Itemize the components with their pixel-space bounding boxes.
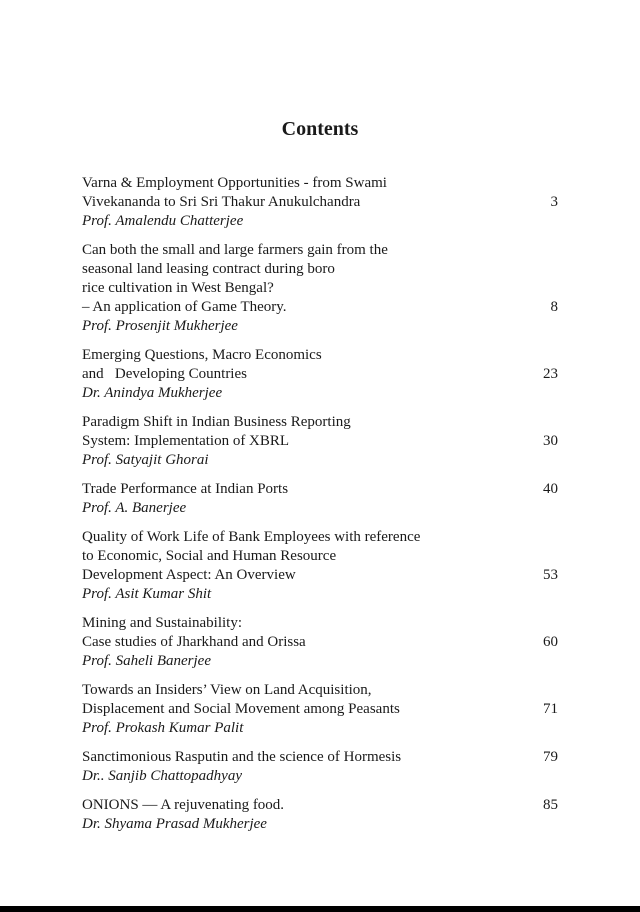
toc-entry (82, 174, 558, 231)
entry-author: Prof. A. Banerjee (82, 500, 187, 516)
entry-title-line: rice cultivation in West Bengal? (82, 280, 274, 296)
entry-page-number: 79 (543, 749, 558, 765)
entry-author: Prof. Satyajit Ghorai (82, 452, 209, 468)
entry-page-number: 30 (543, 433, 558, 449)
entry-title-line: Paradigm Shift in Indian Business Reporting (82, 414, 351, 430)
entry-author: Prof. Amalendu Chatterjee (82, 213, 244, 229)
entry-author: Prof. Asit Kumar Shit (82, 586, 212, 602)
entry-page-number: 23 (543, 366, 558, 382)
entry-title-line: seasonal land leasing contract during boro (82, 261, 335, 277)
toc-entry (82, 614, 558, 671)
page-title: Contents (281, 118, 359, 141)
toc-entry (82, 748, 558, 786)
toc-entry (82, 413, 558, 470)
entry-title-line: Quality of Work Life of Bank Employees with reference (82, 529, 421, 545)
entry-page-number: 53 (543, 567, 558, 583)
entry-title-line: Case studies of Jharkhand and Orissa (82, 634, 306, 650)
toc-entry (82, 346, 558, 403)
entry-author: Prof. Prosenjit Mukherjee (82, 318, 238, 334)
entry-title-line: – An application of Game Theory. (82, 299, 287, 315)
entry-author: Dr. Shyama Prasad Mukherjee (82, 816, 267, 832)
entry-author: Dr. Anindya Mukherjee (82, 385, 223, 401)
entry-title-line: ONIONS — A rejuvenating food. (82, 797, 285, 813)
entry-title-line: Can both the small and large farmers gain from the (82, 242, 388, 258)
entry-page-number: 3 (550, 194, 558, 210)
bottom-rule (0, 906, 640, 912)
entry-title-line: Towards an Insiders’ View on Land Acquisition, (82, 682, 372, 698)
toc-entry (82, 528, 558, 604)
entry-author: Prof. Saheli Banerjee (82, 653, 211, 669)
table-of-contents (82, 174, 558, 844)
entry-title-line: Varna & Employment Opportunities - from Swami (82, 175, 387, 191)
entry-page-number: 85 (543, 797, 558, 813)
toc-entry (82, 480, 558, 518)
entry-author: Prof. Prokash Kumar Palit (82, 720, 244, 736)
entry-page-number: 71 (543, 701, 558, 717)
entry-title-line: Sanctimonious Rasputin and the science of Hormesis (82, 749, 402, 765)
entry-title-line: Mining and Sustainability: (82, 615, 242, 631)
entry-title-line: to Economic, Social and Human Resource (82, 548, 337, 564)
entry-title-line: Vivekananda to Sri Sri Thakur Anukulchandra (82, 194, 361, 210)
toc-entry (82, 241, 558, 336)
entry-title-line: System: Implementation of XBRL (82, 433, 290, 449)
entry-page-number: 8 (550, 299, 558, 315)
entry-title-line: Emerging Questions, Macro Economics (82, 347, 322, 363)
entry-title-line: Displacement and Social Movement among Peasants (82, 701, 400, 717)
entry-title-line: Trade Performance at Indian Ports (82, 481, 289, 497)
entry-author: Dr.. Sanjib Chattopadhyay (82, 768, 242, 784)
entry-page-number: 40 (543, 481, 558, 497)
entry-title-line: Development Aspect: An Overview (82, 567, 296, 583)
toc-entry (82, 681, 558, 738)
entry-title-line: and Developing Countries (82, 366, 247, 382)
toc-entry (82, 796, 558, 834)
entry-page-number: 60 (543, 634, 558, 650)
